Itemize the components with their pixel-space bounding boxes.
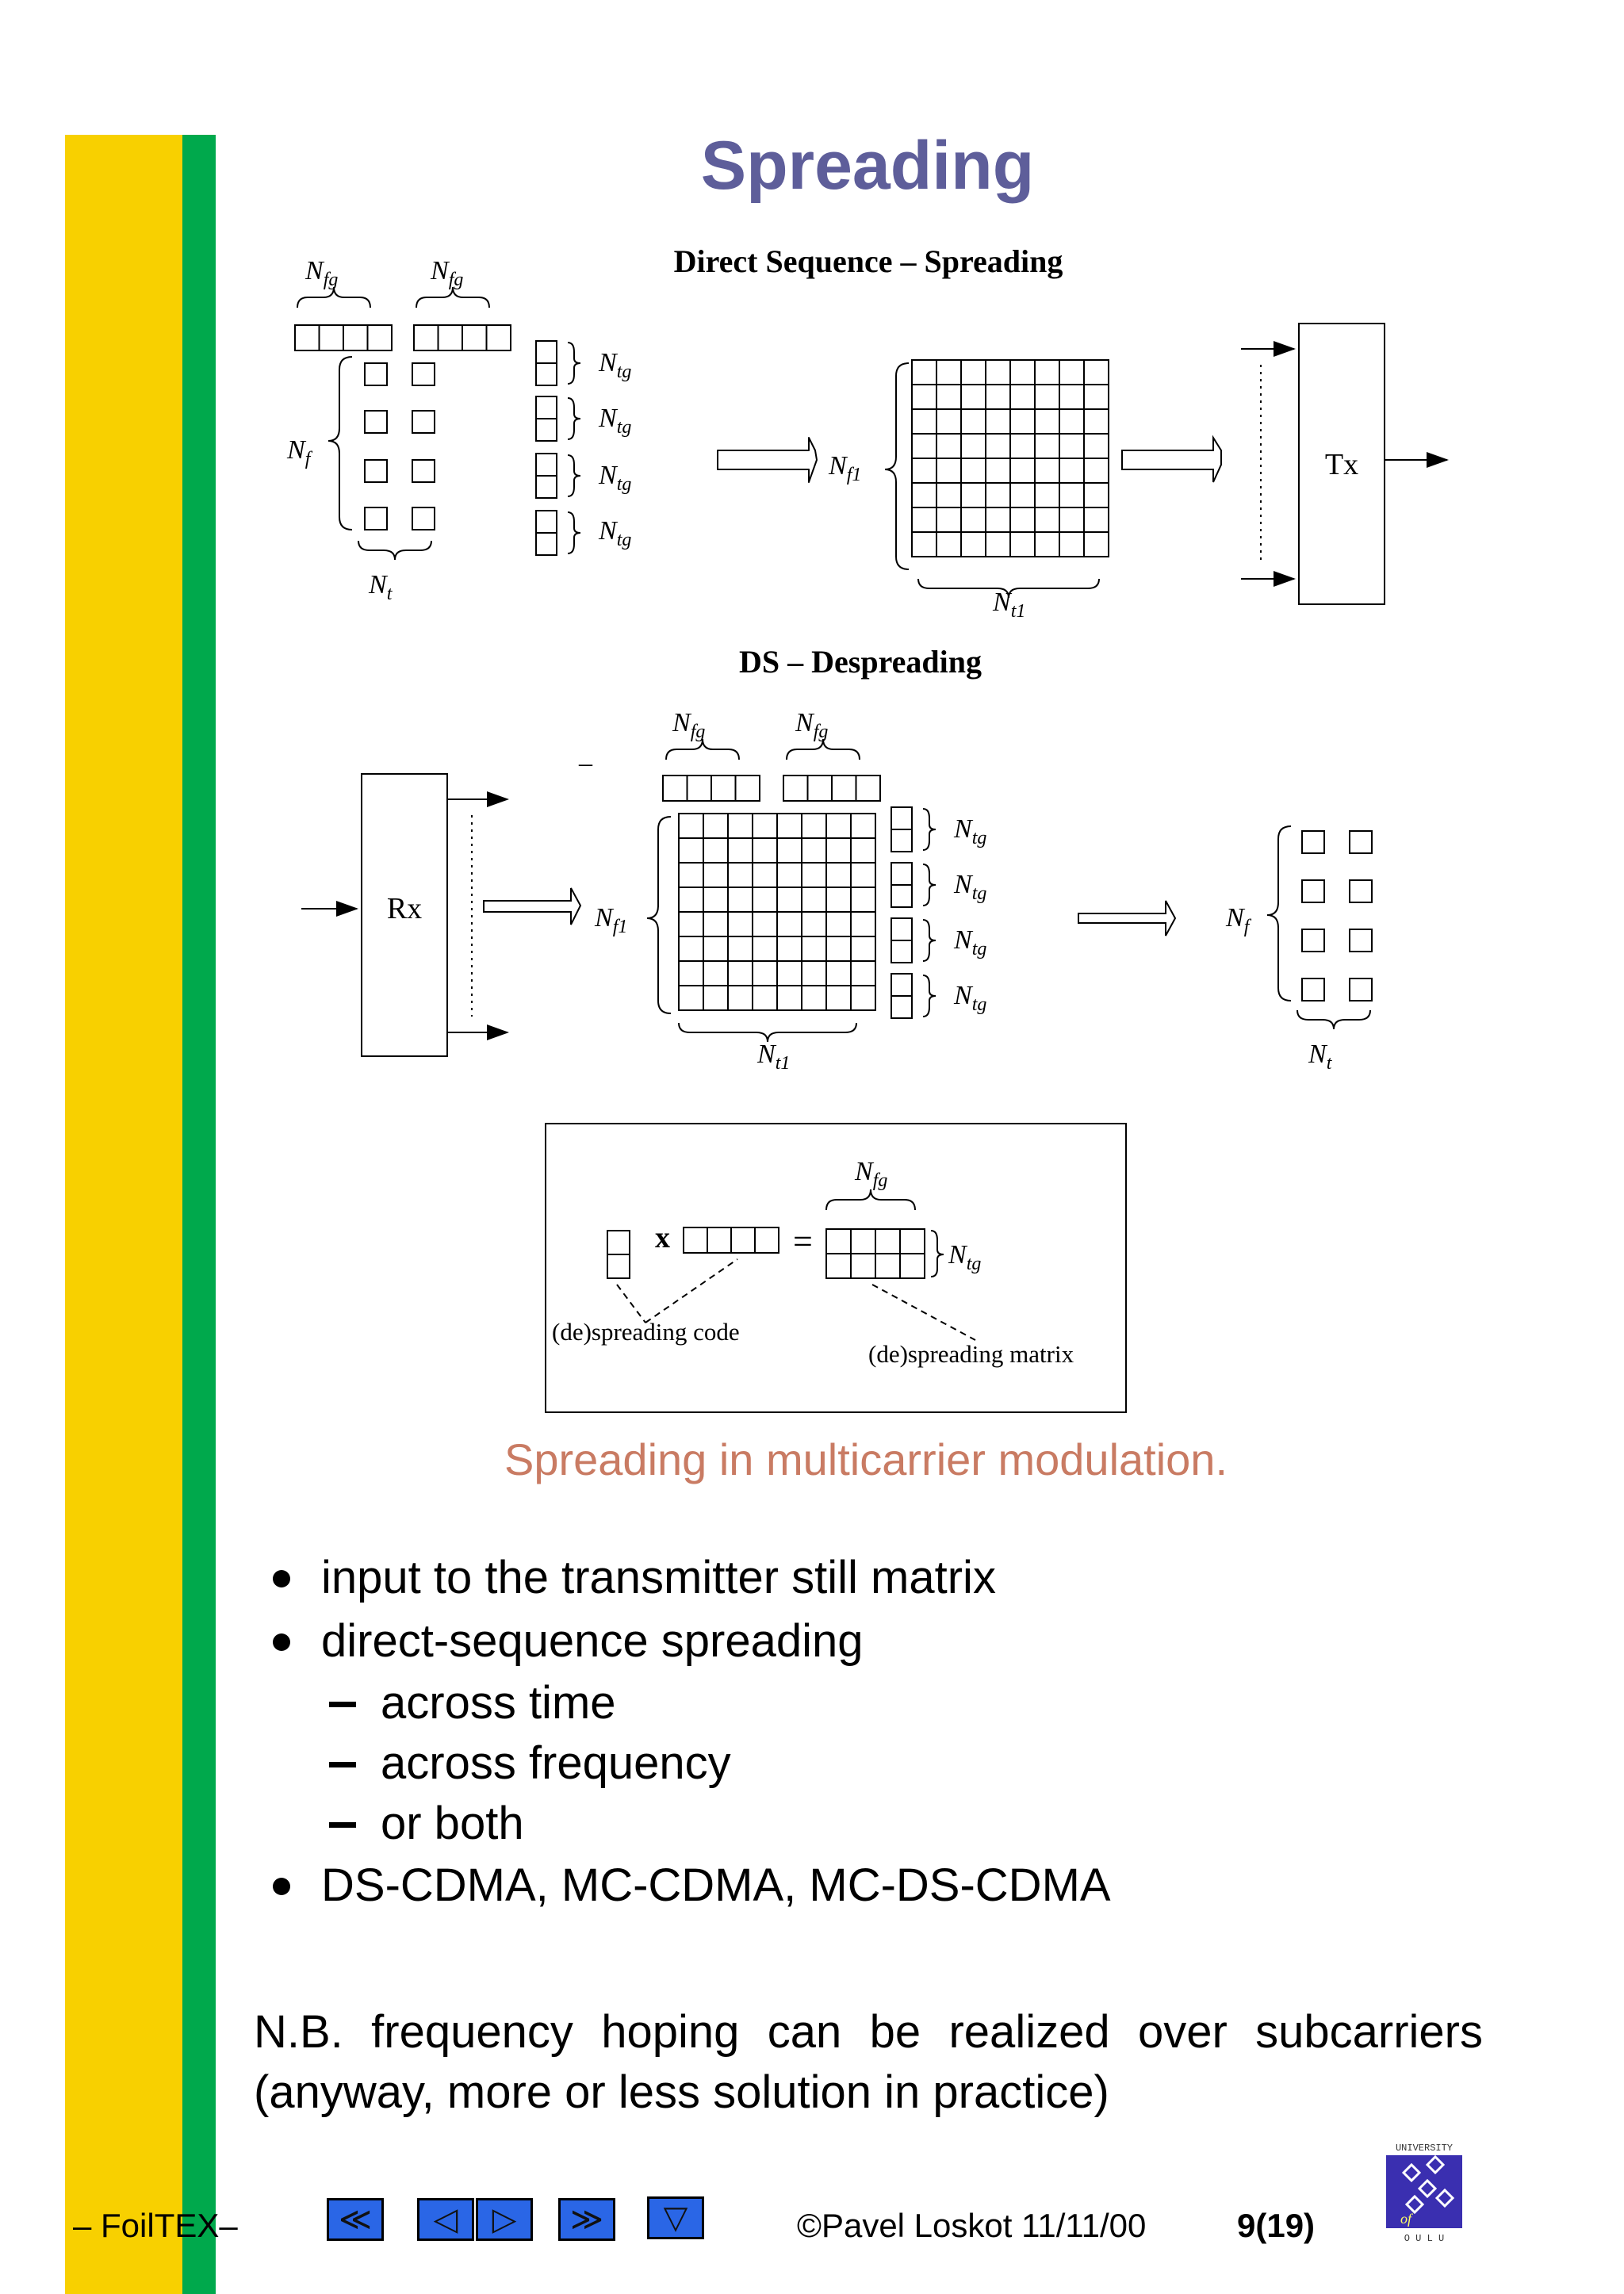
- matrix-cell: [961, 458, 986, 483]
- ds-despreading-title: DS – Despreading: [739, 644, 982, 680]
- matrix-cell: [1059, 507, 1084, 532]
- rx-label: Rx: [386, 892, 423, 925]
- svg-text:UNIVERSITY: UNIVERSITY: [1395, 2143, 1454, 2154]
- nav-prev-button[interactable]: ◁: [417, 2198, 474, 2241]
- ntg-label-2: $N_{tg}$: [599, 404, 632, 438]
- bullet-item: DS-CDMA, MC-CDMA, MC-DS-CDMA: [262, 1854, 1111, 1917]
- nf1-label-2: $N_{f1}$: [595, 903, 628, 937]
- matrix-cell: [851, 838, 875, 863]
- freq-code-strip-4: [783, 776, 880, 801]
- matrix-cell: [986, 385, 1010, 409]
- nav-next-button[interactable]: ▷: [476, 2198, 533, 2241]
- page-number: 9(19): [1237, 2207, 1316, 2244]
- matrix-cell: [912, 458, 936, 483]
- matrix-cell: [986, 483, 1010, 507]
- matrix-cell: [703, 863, 728, 887]
- matrix-cell: [826, 986, 851, 1010]
- matrix-cell: [703, 814, 728, 838]
- matrix-cell: [753, 887, 777, 912]
- matrix-cell: [826, 936, 851, 961]
- matrix-cell: [703, 838, 728, 863]
- matrix-label: (de)spreading matrix: [868, 1340, 1074, 1368]
- code-matrix-box: [546, 1124, 1126, 1412]
- matrix-cell: [802, 961, 826, 986]
- matrix-cell: [1084, 409, 1109, 434]
- matrix-cell: [936, 532, 961, 557]
- matrix-cell: [802, 936, 826, 961]
- matrix-cell: [826, 863, 851, 887]
- freq-code-strip-2: [414, 325, 511, 350]
- dash-icon: [329, 1702, 356, 1707]
- matrix-cell: [912, 434, 936, 458]
- sub-bullet-item: or both: [262, 1794, 1111, 1854]
- nt-label-2: $N_t$: [1308, 1040, 1332, 1074]
- bullet-item: direct-sequence spreading: [262, 1610, 1111, 1673]
- matrix-cell: [753, 863, 777, 887]
- matrix-cell: [679, 961, 703, 986]
- matrix-cell: [936, 458, 961, 483]
- matrix-cell: [1084, 385, 1109, 409]
- brace-top-2: [416, 287, 489, 308]
- matrix-cell: [703, 961, 728, 986]
- freq-code-strip-1: [295, 325, 392, 350]
- matrix-cell: [1010, 458, 1035, 483]
- matrix-cell: [679, 814, 703, 838]
- code-vector-vertical: [607, 1231, 630, 1278]
- matrix-cell: [802, 986, 826, 1010]
- matrix-cell: [728, 887, 753, 912]
- matrix-cell: [936, 507, 961, 532]
- matrix-cell: [986, 360, 1010, 385]
- matrix-cell: [1084, 507, 1109, 532]
- times-sign: x: [655, 1221, 670, 1254]
- matrix-cell: [1059, 385, 1084, 409]
- nfg-label-3: $N_{fg}$: [672, 708, 706, 742]
- matrix-cell: [986, 507, 1010, 532]
- flow-arrow-3: [484, 888, 580, 925]
- matrix-cell: [1035, 458, 1059, 483]
- matrix-cell: [826, 838, 851, 863]
- freq-code-strip-3: [663, 776, 760, 801]
- matrix-cell: [802, 838, 826, 863]
- svg-text:of: of: [1400, 2211, 1412, 2227]
- code-label: (de)spreading code: [552, 1318, 740, 1346]
- sidebar-yellow-bar: [65, 135, 182, 2294]
- nfg-label-2: $N_{fg}$: [431, 256, 464, 290]
- matrix-cell: [851, 887, 875, 912]
- matrix-cell: [777, 887, 802, 912]
- time-code-strips-2: [891, 807, 936, 1018]
- matrix-cell: [912, 532, 936, 557]
- ntg-label-8: $N_{tg}$: [954, 981, 987, 1015]
- matrix-cell: [961, 409, 986, 434]
- nf-label: $N_f$: [287, 435, 311, 469]
- matrix-cell: [936, 385, 961, 409]
- matrix-cell: [851, 936, 875, 961]
- ds-spreading-title: Direct Sequence – Spreading: [673, 243, 1063, 279]
- ntg-label-1: $N_{tg}$: [599, 348, 632, 382]
- matrix-cell: [802, 912, 826, 936]
- sub-bullet-item: across time: [262, 1673, 1111, 1733]
- note-line-1: N.B. frequency hoping can be realized over subcarriers: [254, 2006, 1483, 2058]
- matrix-cell: [912, 385, 936, 409]
- matrix-cell: [936, 483, 961, 507]
- foiltex-label: – FoilTEX–: [73, 2207, 238, 2244]
- matrix-cell: [912, 360, 936, 385]
- spreading-diagram: [238, 230, 1507, 1419]
- spread-matrix: [912, 360, 1109, 557]
- matrix-cell: [1010, 434, 1035, 458]
- matrix-cell: [679, 936, 703, 961]
- input-symbol-grid: [365, 363, 435, 530]
- matrix-cell: [986, 409, 1010, 434]
- despread-matrix: [679, 814, 875, 1010]
- matrix-cell: [728, 936, 753, 961]
- matrix-cell: [961, 360, 986, 385]
- matrix-cell: [679, 887, 703, 912]
- sidebar-green-bar: [182, 135, 216, 2294]
- matrix-cell: [1059, 360, 1084, 385]
- nt1-label: $N_{t1}$: [993, 588, 1026, 622]
- matrix-cell: [986, 434, 1010, 458]
- matrix-cell: [851, 986, 875, 1010]
- matrix-cell: [1035, 507, 1059, 532]
- matrix-cell: [851, 912, 875, 936]
- matrix-cell: [936, 434, 961, 458]
- matrix-cell: [826, 887, 851, 912]
- matrix-cell: [1084, 532, 1109, 557]
- matrix-cell: [851, 814, 875, 838]
- figure-caption: Spreading in multicarrier modulation.: [504, 1434, 1228, 1484]
- time-code-strips: [536, 341, 580, 555]
- matrix-cell: [961, 434, 986, 458]
- dash-icon: [329, 1762, 356, 1767]
- matrix-cell: [777, 863, 802, 887]
- bullet-dot-icon: [273, 1570, 290, 1587]
- matrix-cell: [802, 887, 826, 912]
- ntg-label-5: $N_{tg}$: [954, 814, 987, 848]
- brace-nf1-2: [647, 817, 671, 1013]
- brace-nf: [328, 357, 352, 530]
- nfg-label-4: $N_{fg}$: [795, 708, 829, 742]
- matrix-cell: [753, 838, 777, 863]
- matrix-cell: [777, 986, 802, 1010]
- matrix-cell: [1084, 434, 1109, 458]
- matrix-cell: [986, 532, 1010, 557]
- matrix-cell: [1035, 434, 1059, 458]
- matrix-cell: [728, 961, 753, 986]
- ntg-label-7: $N_{tg}$: [954, 925, 987, 959]
- matrix-cell: [753, 961, 777, 986]
- matrix-cell: [1084, 458, 1109, 483]
- matrix-cell: [777, 814, 802, 838]
- matrix-cell: [826, 961, 851, 986]
- bullet-item: input to the transmitter still matrix: [262, 1546, 1111, 1610]
- flow-arrow-4: [1078, 901, 1175, 936]
- nf1-label: $N_{f1}$: [829, 451, 862, 485]
- matrix-cell: [1035, 532, 1059, 557]
- matrix-cell: [703, 986, 728, 1010]
- matrix-cell: [961, 483, 986, 507]
- svg-text:O U L U: O U L U: [1404, 2233, 1445, 2244]
- matrix-cell: [1035, 483, 1059, 507]
- matrix-cell: [961, 507, 986, 532]
- matrix-cell: [1010, 507, 1035, 532]
- matrix-cell: [1035, 385, 1059, 409]
- matrix-cell: [728, 814, 753, 838]
- matrix-cell: [961, 532, 986, 557]
- matrix-cell: [1059, 532, 1084, 557]
- nav-toc-button[interactable]: ▽: [647, 2196, 704, 2239]
- brace-nf1: [885, 363, 909, 569]
- author-date: ©Pavel Loskot 11/11/00: [797, 2207, 1147, 2244]
- matrix-cell: [679, 838, 703, 863]
- nfg-label-5: $N_{fg}$: [855, 1157, 888, 1191]
- matrix-cell: [1084, 483, 1109, 507]
- brace-nt: [358, 541, 431, 560]
- matrix-cell: [1059, 458, 1084, 483]
- page-title: Spreading: [700, 128, 1035, 204]
- nt1-label-2: $N_{t1}$: [757, 1040, 791, 1074]
- ntg-label-6: $N_{tg}$: [954, 870, 987, 904]
- code-matrix-result: [826, 1229, 925, 1278]
- dash-icon: [329, 1822, 356, 1828]
- note-paragraph: [254, 2002, 1483, 2123]
- matrix-cell: [1010, 483, 1035, 507]
- matrix-cell: [1010, 385, 1035, 409]
- matrix-cell: [679, 863, 703, 887]
- matrix-cell: [936, 409, 961, 434]
- matrix-cell: [826, 814, 851, 838]
- matrix-cell: [703, 936, 728, 961]
- sub-bullet-item: across frequency: [262, 1733, 1111, 1794]
- code-vector-horizontal: [684, 1227, 779, 1253]
- bullet-list: [262, 1546, 1111, 1917]
- matrix-cell: [753, 986, 777, 1010]
- matrix-cell: [1059, 409, 1084, 434]
- matrix-cell: [753, 814, 777, 838]
- flow-arrow-1: [718, 438, 817, 482]
- matrix-cell: [961, 385, 986, 409]
- matrix-cell: [826, 912, 851, 936]
- matrix-cell: [1010, 360, 1035, 385]
- matrix-cell: [912, 507, 936, 532]
- matrix-cell: [753, 936, 777, 961]
- output-symbol-grid: [1302, 831, 1372, 1001]
- ntg-label-3: $N_{tg}$: [599, 461, 632, 495]
- bullet-dot-icon: [273, 1633, 290, 1651]
- nfg-label-1: $N_{fg}$: [305, 256, 339, 290]
- matrix-cell: [777, 961, 802, 986]
- matrix-cell: [1010, 409, 1035, 434]
- matrix-cell: [679, 912, 703, 936]
- matrix-cell: [777, 912, 802, 936]
- matrix-cell: [912, 409, 936, 434]
- matrix-cell: [777, 838, 802, 863]
- matrix-cell: [986, 458, 1010, 483]
- matrix-cell: [802, 814, 826, 838]
- matrix-cell: [703, 912, 728, 936]
- nav-last-button[interactable]: ≫: [558, 2198, 615, 2241]
- matrix-cell: [1035, 360, 1059, 385]
- university-logo: [1380, 2141, 1469, 2244]
- tx-label: Tx: [1324, 448, 1359, 481]
- matrix-cell: [802, 863, 826, 887]
- matrix-cell: [728, 863, 753, 887]
- note-line-2: (anyway, more or less solution in practice): [254, 2066, 1109, 2118]
- matrix-cell: [1010, 532, 1035, 557]
- nf-label-2: $N_f$: [1226, 903, 1250, 937]
- flow-arrow-2: [1122, 438, 1221, 482]
- equals-sign: =: [793, 1222, 813, 1261]
- matrix-cell: [851, 863, 875, 887]
- matrix-cell: [728, 986, 753, 1010]
- brace-top-1: [297, 287, 370, 308]
- matrix-cell: [753, 912, 777, 936]
- nt-label: $N_t$: [369, 570, 393, 604]
- matrix-cell: [851, 961, 875, 986]
- matrix-cell: [777, 936, 802, 961]
- matrix-cell: [679, 986, 703, 1010]
- nav-first-button[interactable]: ≪: [327, 2198, 384, 2241]
- matrix-cell: [728, 912, 753, 936]
- matrix-cell: [1059, 483, 1084, 507]
- matrix-cell: [912, 483, 936, 507]
- matrix-cell: [1084, 360, 1109, 385]
- ntg-label-4: $N_{tg}$: [599, 516, 632, 550]
- bullet-dot-icon: [273, 1878, 290, 1895]
- matrix-cell: [1035, 409, 1059, 434]
- matrix-cell: [703, 887, 728, 912]
- matrix-cell: [1059, 434, 1084, 458]
- matrix-cell: [728, 838, 753, 863]
- ntg-label-9: $N_{tg}$: [948, 1240, 982, 1274]
- matrix-cell: [936, 360, 961, 385]
- dash-mark: –: [579, 749, 592, 778]
